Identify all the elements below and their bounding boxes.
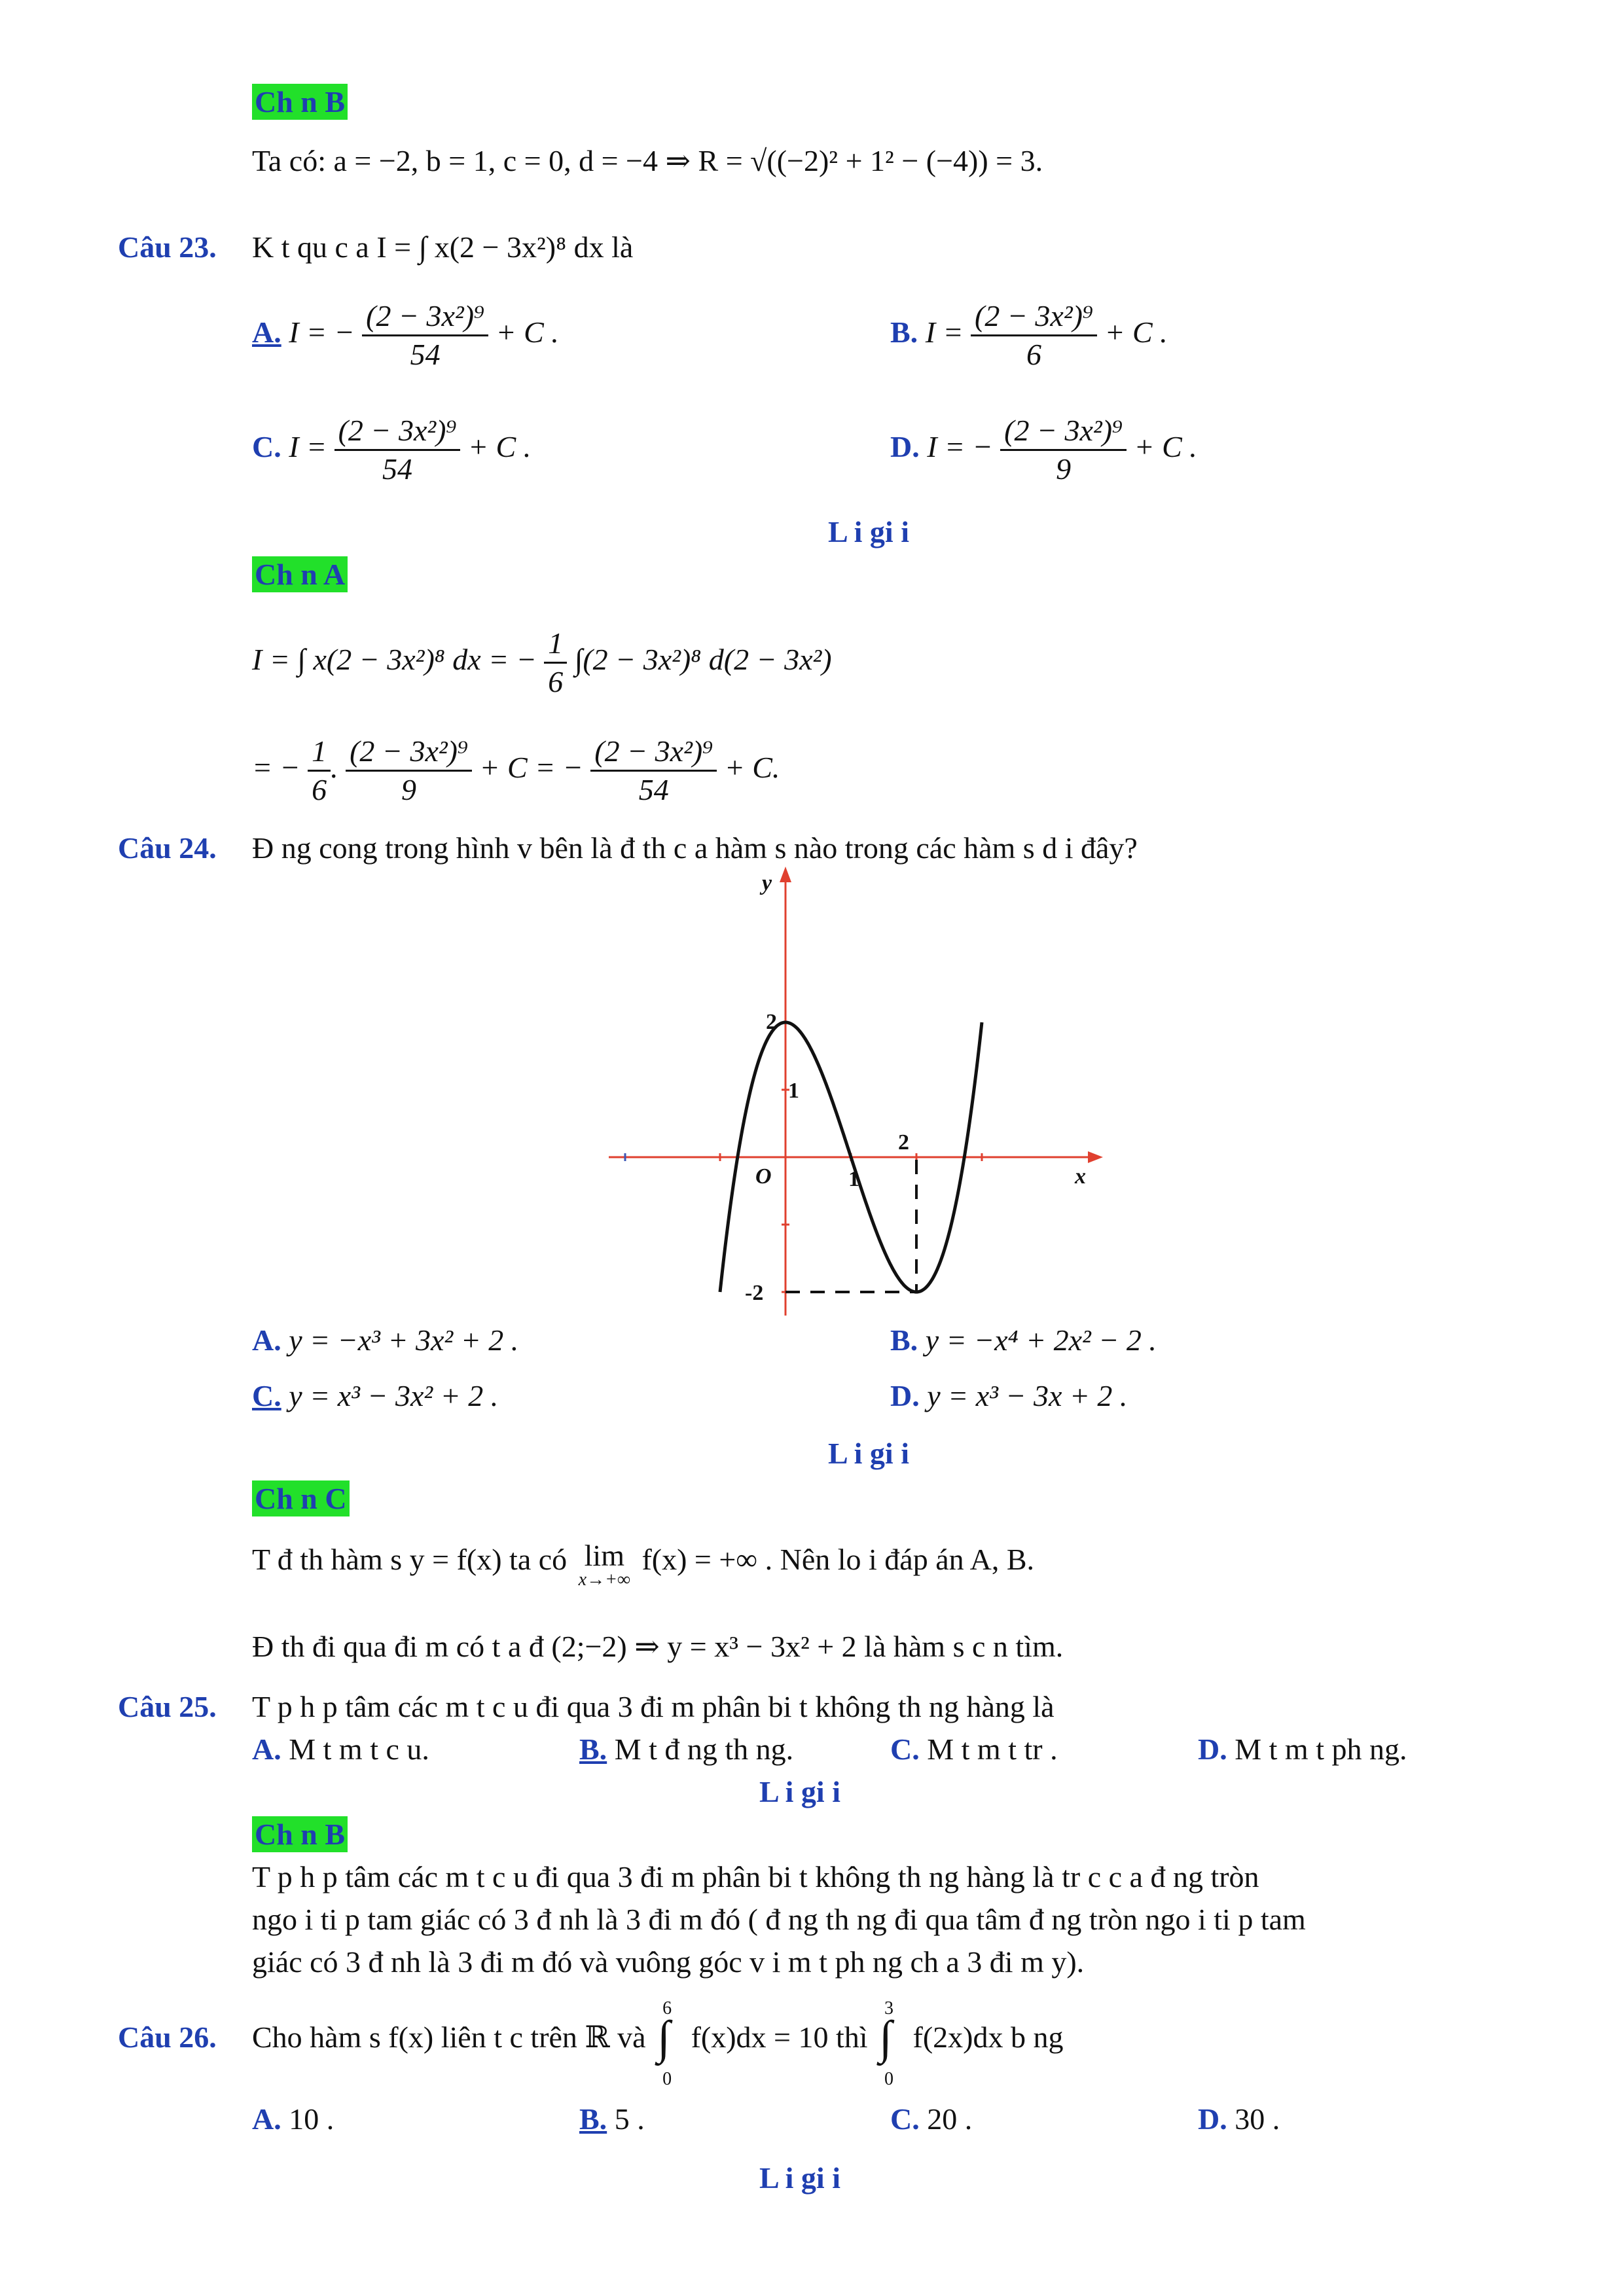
fraction-numerator: (2 − 3x²)⁹	[590, 733, 717, 772]
option-c[interactable]	[252, 412, 531, 488]
solution-heading: L i gi i	[759, 1775, 840, 1808]
solution-text: Ta có: a = −2, b = 1, c = 0, d = −4 ⇒ R = √((−2)² + 1² − (−4)) = 3.	[252, 144, 1043, 177]
option-letter: A.	[252, 1732, 281, 1766]
solution-line-1	[252, 625, 832, 700]
option-letter: A.	[252, 1323, 281, 1357]
option-tail: + C .	[1134, 430, 1197, 464]
chosen-answer-badge: Ch n C	[252, 1480, 350, 1516]
question-stem: Đ ng cong trong hình v bên là đ th c a hàm s nào trong các hàm s d i đây?	[252, 831, 1138, 865]
option-text: 20 .	[927, 2102, 973, 2136]
fraction-denominator: 54	[638, 773, 669, 806]
option-d[interactable]	[890, 1378, 1127, 1414]
option-b[interactable]	[579, 1731, 793, 1768]
option-text: y = −x⁴ + 2x² − 2 .	[925, 1323, 1157, 1357]
solution-line-1	[252, 1541, 1034, 1590]
solution-text: T đ th hàm s y = f(x) ta có	[252, 1543, 568, 1576]
solution-line-2: Đ th đi qua đi m có t a đ (2;−2) ⇒ y = x³ − 3x² + 2 là hàm s c n tìm.	[252, 1630, 1064, 1663]
option-letter: B.	[890, 1323, 918, 1357]
option-text: y = −x³ + 3x² + 2 .	[289, 1323, 519, 1357]
tick-label-x1: 1	[848, 1167, 859, 1191]
fraction-numerator: (2 − 3x²)⁹	[1000, 412, 1127, 451]
option-d[interactable]	[890, 412, 1197, 488]
limit-expression	[579, 1541, 630, 1590]
fraction-numerator: 1	[544, 625, 567, 664]
chosen-answer-badge: Ch n B	[252, 84, 348, 120]
option-tail: + C .	[467, 430, 532, 464]
option-letter: A.	[252, 2102, 281, 2136]
option-text: 30 .	[1235, 2102, 1280, 2136]
question-stem: K t qu c a I = ∫ x(2 − 3x²)⁸ dx là	[252, 230, 634, 264]
graph-axes	[609, 867, 1103, 1316]
answer-choice-label	[252, 1480, 350, 1517]
solution-heading: L i gi i	[828, 515, 909, 548]
option-b[interactable]	[890, 298, 1168, 373]
fraction-denominator: 6	[548, 665, 564, 698]
option-a[interactable]	[252, 1731, 429, 1768]
option-b[interactable]	[890, 1322, 1157, 1359]
question-label: Câu 26.	[118, 2020, 217, 2054]
solution-expr: = −	[252, 751, 300, 785]
solution-line-2: ngo i ti p tam giác có 3 đ nh là 3 đi m đó ( đ ng th ng đi qua tâm đ ng tròn ngo i ti p tam	[252, 1903, 1306, 1936]
chosen-answer-badge: Ch n B	[252, 1816, 348, 1852]
solution-expr: + C.	[724, 751, 780, 785]
option-letter: B.	[890, 315, 918, 350]
option-c[interactable]	[252, 1378, 498, 1414]
question-stem	[252, 1998, 1064, 2089]
solution-heading: L i gi i	[828, 1437, 909, 1470]
option-a[interactable]	[252, 1322, 518, 1359]
option-tail: + C .	[1104, 315, 1168, 350]
option-text: M t m t tr .	[927, 1732, 1058, 1766]
integral-body: f(2x)dx b ng	[912, 2020, 1064, 2054]
tick-label-y1: 1	[788, 1079, 799, 1103]
option-text: 5 .	[614, 2102, 645, 2136]
integral-upper-limit: 6	[662, 1998, 672, 2018]
option-expr: I =	[289, 430, 327, 464]
tick-label-x2: 2	[898, 1130, 909, 1155]
option-letter: A.	[252, 315, 281, 350]
option-letter: B.	[579, 1732, 607, 1766]
fraction-denominator: 6	[1026, 338, 1041, 371]
option-c[interactable]	[890, 2101, 972, 2138]
option-expr: I = −	[289, 315, 355, 350]
fraction-numerator: (2 − 3x²)⁹	[346, 733, 472, 772]
option-letter: C.	[252, 1379, 281, 1412]
answer-choice-label	[252, 556, 348, 593]
option-letter: D.	[1198, 2102, 1227, 2136]
option-letter: C.	[252, 430, 281, 464]
y-axis-arrow	[780, 867, 791, 882]
question-label: Câu 24.	[118, 831, 217, 865]
y-axis-label: y	[762, 871, 772, 895]
origin-label: O	[755, 1164, 772, 1189]
option-letter: C.	[890, 2102, 920, 2136]
fraction-denominator: 9	[1056, 452, 1072, 486]
question-label: Câu 25.	[118, 1690, 217, 1723]
fraction-denominator: 6	[312, 773, 327, 806]
option-tail: + C .	[496, 315, 559, 350]
option-d[interactable]	[1198, 2101, 1280, 2138]
solution-expr: .	[331, 751, 338, 785]
option-a[interactable]	[252, 2101, 334, 2138]
option-text: M t m t ph ng.	[1235, 1732, 1407, 1766]
option-expr: I = −	[927, 430, 993, 464]
option-letter: D.	[890, 1379, 920, 1412]
fraction-numerator: (2 − 3x²)⁹	[362, 298, 488, 336]
option-expr: I =	[925, 315, 964, 350]
function-graph	[609, 864, 1106, 1322]
solution-expr: I = ∫ x(2 − 3x²)⁸ dx = −	[252, 643, 537, 677]
solution-line-3: giác có 3 đ nh là 3 đi m đó và vuông góc v i m t ph ng ch a 3 đi m y).	[252, 1945, 1085, 1979]
option-letter: D.	[890, 430, 920, 464]
solution-heading: L i gi i	[759, 2161, 840, 2195]
option-text: M t đ ng th ng.	[614, 1732, 794, 1766]
option-text: 10 .	[289, 2102, 334, 2136]
option-text: y = x³ − 3x + 2 .	[927, 1379, 1128, 1412]
solution-text: f(x) = +∞ . Nên lo i đáp án A, B.	[641, 1543, 1034, 1576]
x-axis-label: x	[1075, 1164, 1086, 1189]
option-c[interactable]	[890, 1731, 1058, 1768]
solution-line-2	[252, 733, 780, 808]
integral-sign: 6 ∫ 0	[657, 2019, 683, 2056]
option-text: M t m t c u.	[289, 1732, 429, 1766]
option-text: y = x³ − 3x² + 2 .	[289, 1379, 499, 1412]
question-label: Câu 23.	[118, 230, 217, 264]
solution-expr: + C = −	[479, 751, 583, 785]
option-letter: B.	[579, 2102, 607, 2136]
fraction-denominator: 9	[401, 773, 417, 806]
fraction-denominator: 54	[382, 452, 413, 486]
option-a[interactable]	[252, 298, 559, 373]
integral-sign: 3 ∫ 0	[879, 2019, 905, 2056]
integral-body: f(x)dx = 10 thì	[691, 2020, 868, 2054]
question-stem-text: Cho hàm s f(x) liên t c trên ℝ và	[252, 2020, 646, 2054]
integral-upper-limit: 3	[884, 1998, 894, 2018]
option-letter: D.	[1198, 1732, 1227, 1766]
option-b[interactable]	[579, 2101, 645, 2138]
answer-choice-label	[252, 84, 348, 120]
question-stem: T p h p tâm các m t c u đi qua 3 đi m phân bi t không th ng hàng là	[252, 1690, 1055, 1723]
limit-subscript: x→+∞	[578, 1570, 630, 1590]
integral-lower-limit: 0	[884, 2069, 894, 2089]
tick-label-y2: 2	[766, 1010, 777, 1034]
chosen-answer-badge: Ch n A	[252, 556, 348, 592]
tick-label-ym2: -2	[745, 1281, 764, 1305]
solution-expr: ∫(2 − 3x²)⁸ d(2 − 3x²)	[574, 643, 832, 677]
fraction-numerator: (2 − 3x²)⁹	[971, 298, 1097, 336]
fraction-numerator: (2 − 3x²)⁹	[334, 412, 461, 451]
x-axis-arrow	[1088, 1151, 1103, 1163]
answer-choice-label	[252, 1816, 348, 1853]
limit-operator: lim	[584, 1539, 624, 1572]
solution-line-1: T p h p tâm các m t c u đi qua 3 đi m phân bi t không th ng hàng là tr c c a đ ng tròn	[252, 1860, 1259, 1893]
fraction-numerator: 1	[308, 733, 331, 772]
option-letter: C.	[890, 1732, 920, 1766]
option-d[interactable]	[1198, 1731, 1407, 1768]
fraction-denominator: 54	[410, 338, 441, 371]
integral-lower-limit: 0	[662, 2069, 672, 2089]
